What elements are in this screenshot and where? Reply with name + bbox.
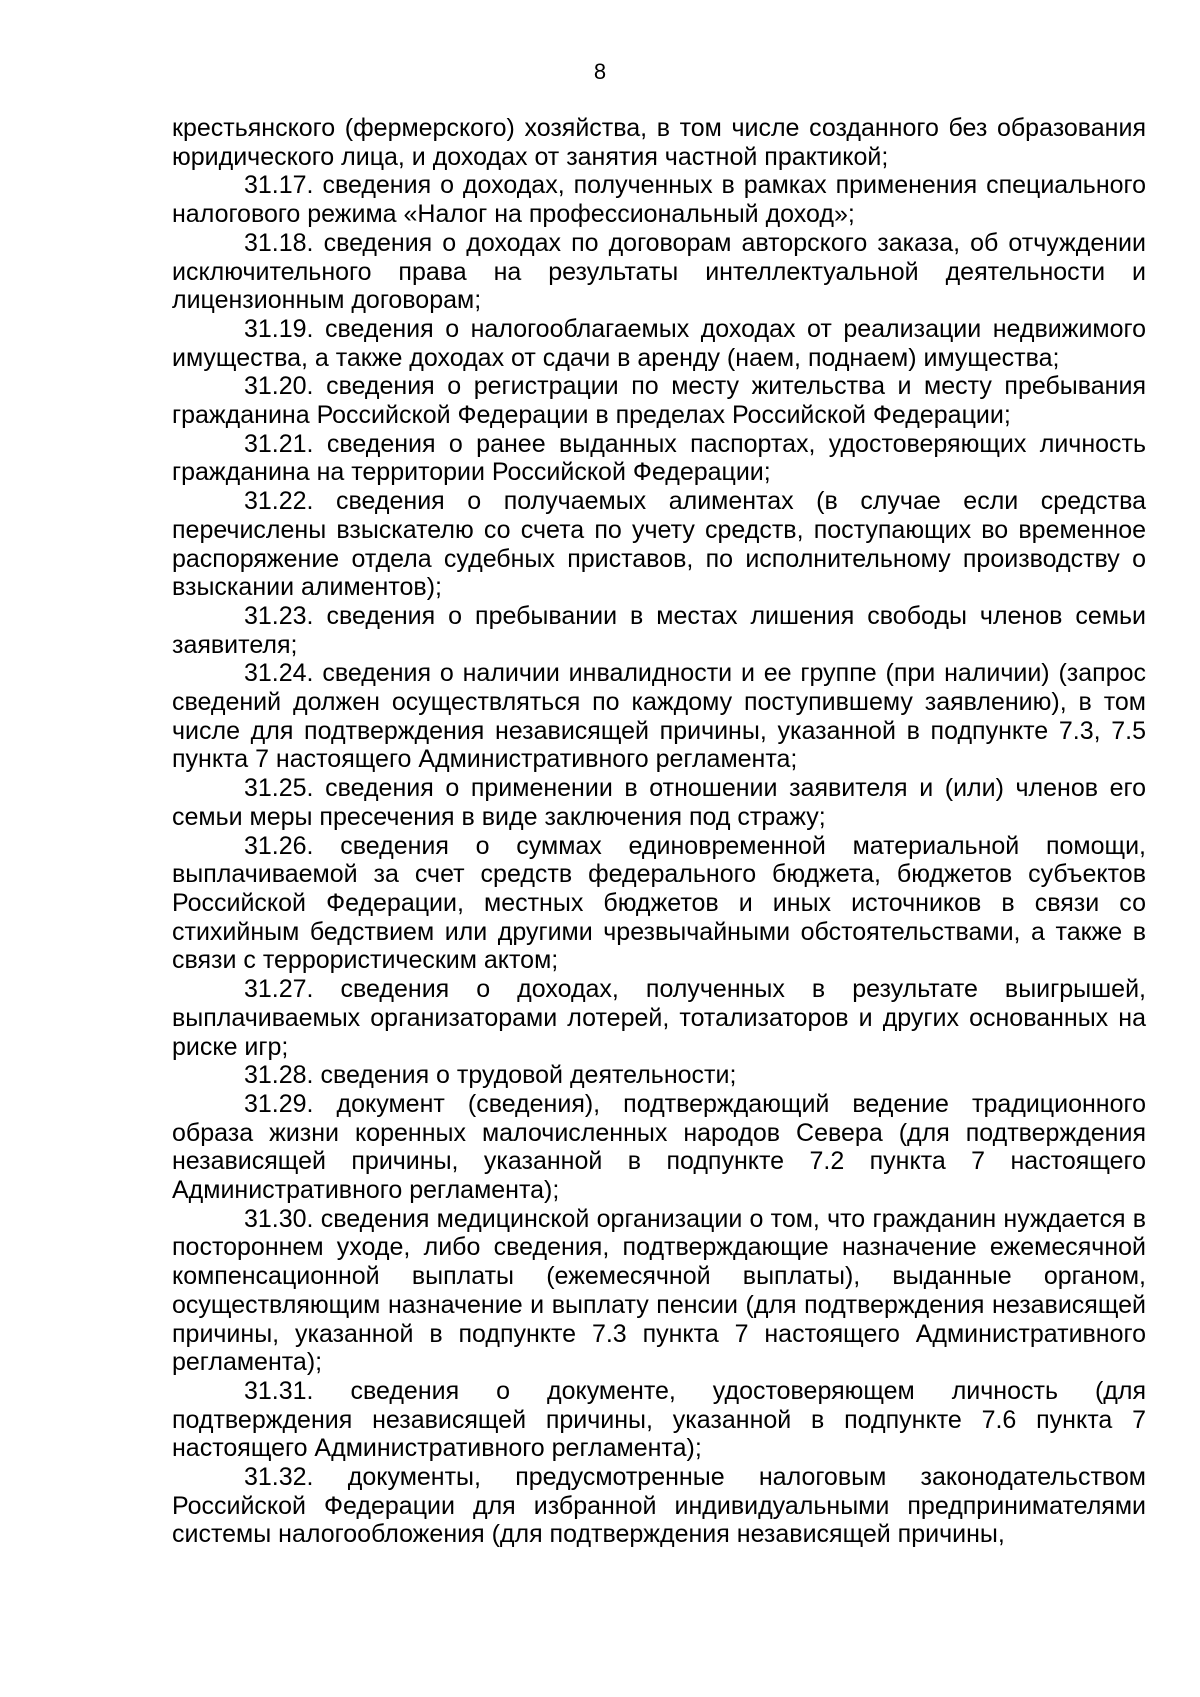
paragraph-31-30: 31.30. сведения медицинской организации о том, что гражданин нуждается в постороннем уходе, либо сведения, подтверждающие назначение ежемесячной компенсационной выплаты (ежемесячной выплаты), выданные органом, осуществляющим назначение и выплату пенсии (для подтверждения независящей причины, указанной в подпункте 7.3 пункта 7 настоящего Административного регламента); [172,1204,1146,1377]
paragraph-continuation: крестьянского (фермерского) хозяйства, в том числе созданного без образования юридического лица, и доходах от занятия частной практикой; [172,114,1146,171]
paragraph-31-17: 31.17. сведения о доходах, полученных в рамках применения специального налогового режима «Налог на профессиональный доход»; [172,171,1146,229]
paragraph-31-27: 31.27. сведения о доходах, полученных в результате выигрышей, выплачиваемых организаторами лотерей, тотализаторов и других основанных на риске игр; [172,975,1146,1061]
paragraph-31-26: 31.26. сведения о суммах единовременной материальной помощи, выплачиваемой за счет средств федерального бюджета, бюджетов субъектов Российской Федерации, местных бюджетов и иных источников в связи со стихийным бедствием или другими чрезвычайными обстоятельствами, а также в связи с террористическим актом; [172,831,1146,975]
paragraph-31-28: 31.28. сведения о трудовой деятельности; [244,1061,737,1090]
paragraph-31-31: 31.31. сведения о документе, удостоверяющем личность (для подтверждения независящей причины, указанной в подпункте 7.6 пункта 7 настоящего Административного регламента); [172,1376,1146,1463]
paragraph-31-18: 31.18. сведения о доходах по договорам авторского заказа, об отчуждении исключительного права на результаты интеллектуальной деятельности и лицензионным договорам; [172,228,1146,315]
paragraph-31-22: 31.22. сведения о получаемых алиментах (в случае если средства перечислены взыскателю со счета по учету средств, поступающих во временное распоряжение отдела судебных приставов, по исполнительному производству о взыскании алиментов); [172,487,1146,602]
paragraph-31-32: 31.32. документы, предусмотренные налоговым законодательством Российской Федерации для избранной индивидуальными предпринимателями системы налогообложения (для подтверждения независящей причины, [172,1463,1146,1549]
paragraph-31-29: 31.29. документ (сведения), подтверждающий ведение традиционного образа жизни коренных малочисленных народов Севера (для подтверждения независящей причины, указанной в подпункте 7.2 пункта 7 настоящего Административного регламента); [172,1089,1146,1205]
paragraph-31-21: 31.21. сведения о ранее выданных паспортах, удостоверяющих личность гражданина на территории Российской Федерации; [172,429,1146,487]
paragraph-31-23: 31.23. сведения о пребывании в местах лишения свободы членов семьи заявителя; [172,601,1146,659]
paragraph-31-19: 31.19. сведения о налогооблагаемых доходах от реализации недвижимого имущества, а также доходах от сдачи в аренду (наем, поднаем) имущества; [172,314,1146,372]
document-body [172,114,1146,1549]
paragraph-31-25: 31.25. сведения о применении в отношении заявителя и (или) членов его семьи меры пресечения в виде заключения под стражу; [172,774,1146,831]
page-number: 8 [593,59,607,84]
paragraph-31-20: 31.20. сведения о регистрации по месту жительства и месту пребывания гражданина Российской Федерации в пределах Российской Федерации; [172,372,1146,430]
paragraph-31-24: 31.24. сведения о наличии инвалидности и ее группе (при наличии) (запрос сведений должен осуществляться по каждому поступившему заявлению), в том числе для подтверждения независящей причины, указанной в подпункте 7.3, 7.5 пункта 7 настоящего Административного регламента; [172,659,1146,774]
